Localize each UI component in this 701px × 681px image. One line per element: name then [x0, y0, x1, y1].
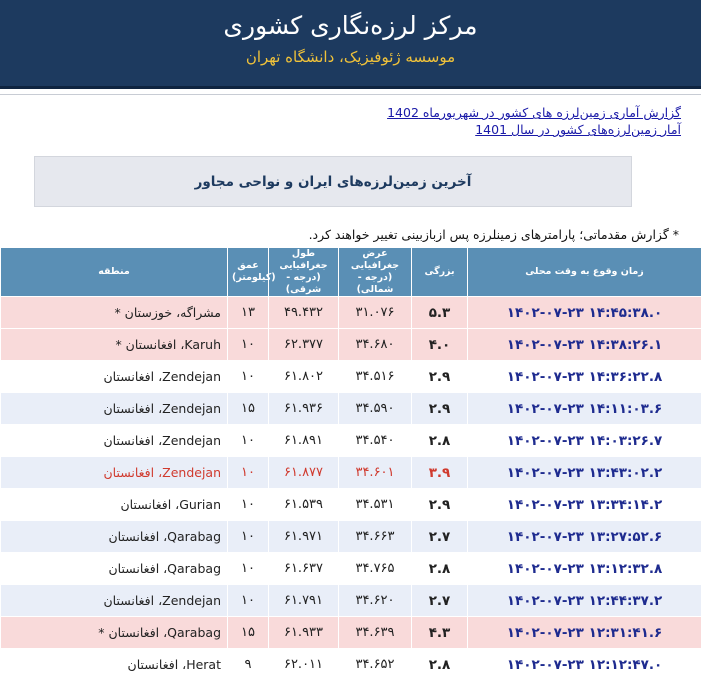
cell-depth: ۹	[228, 649, 269, 681]
table-row	[1, 649, 701, 681]
cell-time: ۱۴۰۲-۰۷-۲۳ ۱۳:۴۳:۰۲.۲	[468, 457, 701, 489]
cell-time: ۱۴۰۲-۰۷-۲۳ ۱۳:۲۷:۵۲.۶	[468, 521, 701, 553]
cell-longitude: ۶۱.۸۷۷	[269, 457, 339, 489]
table-row	[1, 585, 701, 617]
table-row	[1, 553, 701, 585]
cell-magnitude: ۲.۷	[412, 521, 468, 553]
cell-longitude: ۶۱.۷۹۱	[269, 585, 339, 617]
cell-region: Zendejan، افغانستان	[1, 361, 228, 393]
cell-latitude: ۳۴.۶۶۳	[339, 521, 412, 553]
cell-latitude: ۳۱.۰۷۶	[339, 297, 412, 329]
cell-region: Gurian، افغانستان	[1, 489, 228, 521]
cell-time: ۱۴۰۲-۰۷-۲۳ ۱۳:۱۲:۳۲.۸	[468, 553, 701, 585]
table-header-row	[1, 248, 701, 297]
cell-time: ۱۴۰۲-۰۷-۲۳ ۱۴:۱۱:۰۳.۶	[468, 393, 701, 425]
cell-longitude: ۶۱.۵۳۹	[269, 489, 339, 521]
cell-latitude: ۳۴.۵۹۰	[339, 393, 412, 425]
table-body	[1, 297, 701, 681]
table-row	[1, 521, 701, 553]
header-depth: عمق (کیلومتر)	[228, 248, 269, 297]
cell-region: Zendejan، افغانستان	[1, 393, 228, 425]
cell-time: ۱۴۰۲-۰۷-۲۳ ۱۳:۳۴:۱۴.۲	[468, 489, 701, 521]
cell-magnitude: ۲.۹	[412, 361, 468, 393]
table-row	[1, 297, 701, 329]
cell-longitude: ۶۱.۹۳۶	[269, 393, 339, 425]
cell-magnitude: ۲.۷	[412, 585, 468, 617]
header-latitude: عرض جغرافیایی (درجه - شمالی)	[339, 248, 412, 297]
cell-longitude: ۶۱.۸۰۲	[269, 361, 339, 393]
cell-time: ۱۴۰۲-۰۷-۲۳ ۱۲:۱۲:۴۷.۰	[468, 649, 701, 681]
cell-region: مشراگه، خوزستان *	[1, 297, 228, 329]
cell-time: ۱۴۰۲-۰۷-۲۳ ۱۴:۴۵:۳۸.۰	[468, 297, 701, 329]
cell-latitude: ۳۴.۵۳۱	[339, 489, 412, 521]
cell-depth: ۱۰	[228, 329, 269, 361]
panel-title: آخرین زمین‌لرزه‌های ایران و نواحی مجاور	[195, 174, 472, 190]
latest-quakes-panel	[34, 156, 632, 207]
cell-magnitude: ۲.۸	[412, 553, 468, 585]
table-row	[1, 393, 701, 425]
cell-latitude: ۳۴.۵۱۶	[339, 361, 412, 393]
cell-magnitude: ۵.۳	[412, 297, 468, 329]
report-links	[387, 104, 681, 138]
cell-magnitude: ۲.۹	[412, 489, 468, 521]
cell-depth: ۱۰	[228, 457, 269, 489]
cell-longitude: ۶۱.۶۳۷	[269, 553, 339, 585]
cell-depth: ۱۰	[228, 425, 269, 457]
content-divider	[0, 94, 701, 95]
cell-longitude: ۶۱.۸۹۱	[269, 425, 339, 457]
cell-latitude: ۳۴.۶۳۹	[339, 617, 412, 649]
table-row	[1, 329, 701, 361]
cell-time: ۱۴۰۲-۰۷-۲۳ ۱۴:۰۳:۲۶.۷	[468, 425, 701, 457]
cell-time: ۱۴۰۲-۰۷-۲۳ ۱۲:۴۴:۳۷.۲	[468, 585, 701, 617]
cell-depth: ۱۵	[228, 393, 269, 425]
header-region: منطقه	[1, 248, 228, 297]
cell-latitude: ۳۴.۶۸۰	[339, 329, 412, 361]
cell-magnitude: ۳.۹	[412, 457, 468, 489]
table-row	[1, 457, 701, 489]
earthquake-table	[0, 247, 701, 681]
cell-region: Karuh، افغانستان *	[1, 329, 228, 361]
cell-time: ۱۴۰۲-۰۷-۲۳ ۱۴:۳۸:۲۶.۱	[468, 329, 701, 361]
cell-longitude: ۴۹.۴۳۲	[269, 297, 339, 329]
site-subtitle: موسسه ژئوفیزیک، دانشگاه تهران	[0, 44, 701, 70]
cell-latitude: ۳۴.۷۶۵	[339, 553, 412, 585]
cell-magnitude: ۲.۹	[412, 393, 468, 425]
table-row	[1, 361, 701, 393]
cell-latitude: ۳۴.۶۲۰	[339, 585, 412, 617]
table-row	[1, 425, 701, 457]
cell-depth: ۱۵	[228, 617, 269, 649]
cell-longitude: ۶۱.۹۳۳	[269, 617, 339, 649]
cell-longitude: ۶۱.۹۷۱	[269, 521, 339, 553]
cell-longitude: ۶۲.۰۱۱	[269, 649, 339, 681]
cell-depth: ۱۰	[228, 361, 269, 393]
cell-latitude: ۳۴.۵۴۰	[339, 425, 412, 457]
annual-stats-link[interactable]: آمار زمین‌لرزه‌های کشور در سال 1401	[387, 121, 681, 138]
cell-region: Qarabag، افغانستان *	[1, 617, 228, 649]
cell-time: ۱۴۰۲-۰۷-۲۳ ۱۴:۳۶:۲۲.۸	[468, 361, 701, 393]
site-header	[0, 0, 701, 89]
cell-longitude: ۶۲.۳۷۷	[269, 329, 339, 361]
header-magnitude: بزرگی	[412, 248, 468, 297]
cell-latitude: ۳۴.۶۵۲	[339, 649, 412, 681]
monthly-report-link[interactable]: گزارش آماری زمین‌لرزه های کشور در شهریورماه 1402	[387, 104, 681, 121]
cell-depth: ۱۰	[228, 585, 269, 617]
cell-depth: ۱۰	[228, 553, 269, 585]
cell-latitude: ۳۴.۶۰۱	[339, 457, 412, 489]
header-time: زمان وقوع به وقت محلی	[468, 248, 701, 297]
cell-depth: ۱۰	[228, 521, 269, 553]
cell-magnitude: ۲.۸	[412, 425, 468, 457]
cell-region: Zendejan، افغانستان	[1, 457, 228, 489]
table-row	[1, 617, 701, 649]
cell-region: Zendejan، افغانستان	[1, 585, 228, 617]
cell-region: Qarabag، افغانستان	[1, 553, 228, 585]
preliminary-note: * گزارش مقدماتی؛ پارامترهای زمینلرزه پس ازبازبینی تغییر خواهند کرد.	[309, 227, 679, 242]
header-longitude: طول جغرافیایی (درجه - شرقی)	[269, 248, 339, 297]
cell-region: Herat، افغانستان	[1, 649, 228, 681]
table-row	[1, 489, 701, 521]
cell-magnitude: ۲.۸	[412, 649, 468, 681]
cell-depth: ۱۰	[228, 489, 269, 521]
cell-magnitude: ۴.۳	[412, 617, 468, 649]
site-title: مرکز لرزه‌نگاری کشوری	[0, 8, 701, 44]
cell-region: Zendejan، افغانستان	[1, 425, 228, 457]
cell-magnitude: ۴.۰	[412, 329, 468, 361]
cell-depth: ۱۳	[228, 297, 269, 329]
cell-time: ۱۴۰۲-۰۷-۲۳ ۱۲:۳۱:۴۱.۶	[468, 617, 701, 649]
cell-region: Qarabag، افغانستان	[1, 521, 228, 553]
